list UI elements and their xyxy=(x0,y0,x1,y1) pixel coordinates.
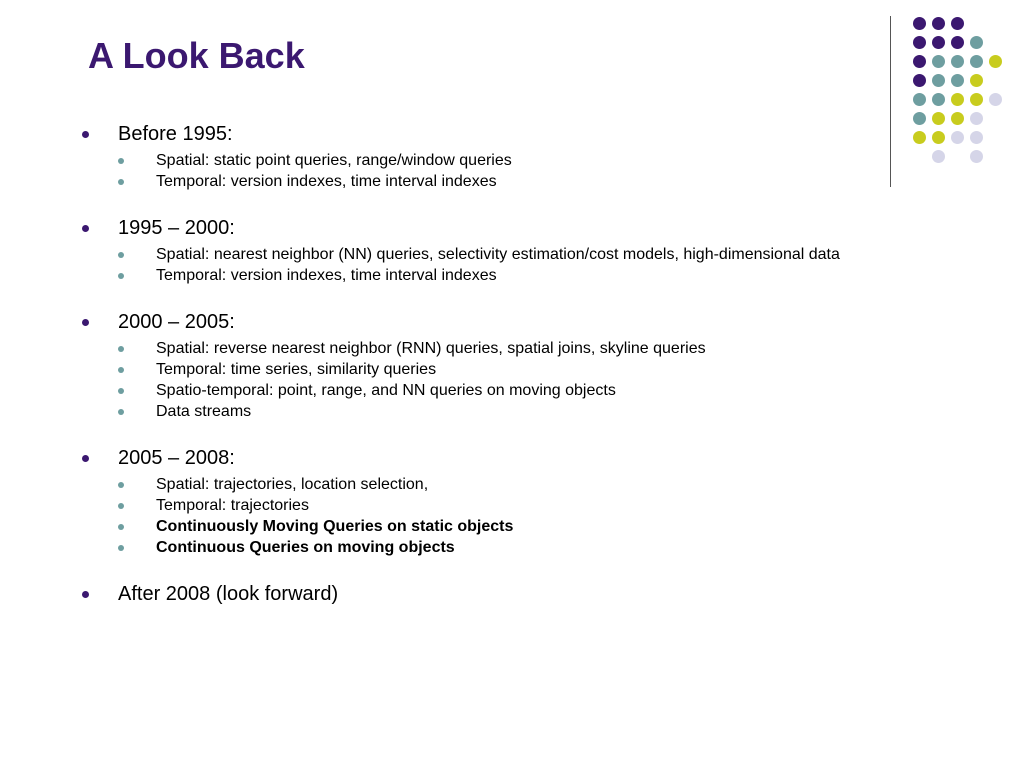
sub-bullet-text: Temporal: version indexes, time interval indexes xyxy=(156,173,497,190)
sub-bullet-icon xyxy=(118,367,124,373)
section-heading: After 2008 (look forward) xyxy=(118,583,339,605)
sub-bullet-icon xyxy=(118,503,124,509)
slide-title: A Look Back xyxy=(88,35,305,76)
sub-bullet-icon xyxy=(118,179,124,185)
section xyxy=(80,443,870,557)
sub-bullet-text: Data streams xyxy=(156,403,252,420)
decorative-dot xyxy=(913,112,926,125)
decorative-dot xyxy=(970,36,983,49)
section xyxy=(80,579,870,609)
decorative-dot xyxy=(913,131,926,144)
section xyxy=(80,119,870,191)
section-heading-item xyxy=(80,579,870,609)
decorative-dot xyxy=(951,17,964,30)
sub-bullet-item xyxy=(80,497,856,515)
decorative-dot xyxy=(951,36,964,49)
section-heading: 2000 – 2005: xyxy=(118,311,235,333)
section xyxy=(80,213,870,285)
decorative-dot xyxy=(932,93,945,106)
sub-bullet-item xyxy=(80,361,856,379)
decorative-dot xyxy=(913,17,926,30)
sub-bullet-text: Spatial: reverse nearest neighbor (RNN) queries, spatial joins, skyline queries xyxy=(156,340,706,357)
decorative-dot xyxy=(913,36,926,49)
section-heading: 2005 – 2008: xyxy=(118,447,235,469)
section-heading-item xyxy=(80,307,870,337)
sub-bullet-icon xyxy=(118,545,124,551)
decorative-dot xyxy=(970,93,983,106)
section-heading-item xyxy=(80,119,870,149)
decorative-dot xyxy=(932,112,945,125)
sub-bullet-icon xyxy=(118,409,124,415)
sub-bullet-text: Spatial: nearest neighbor (NN) queries, selectivity estimation/cost models, high-dimensional data xyxy=(156,246,840,263)
sub-bullet-item xyxy=(80,152,856,170)
sub-bullet-icon xyxy=(118,524,124,530)
section-heading: 1995 – 2000: xyxy=(118,217,235,239)
section-heading-item xyxy=(80,443,870,473)
decorative-dot xyxy=(970,150,983,163)
bullet-icon xyxy=(82,131,89,138)
decorative-dot xyxy=(989,55,1002,68)
sub-bullet-text: Temporal: version indexes, time interval indexes xyxy=(156,267,497,284)
decorative-dot xyxy=(932,131,945,144)
decorative-dot xyxy=(970,74,983,87)
decorative-dot xyxy=(951,55,964,68)
decorative-dot xyxy=(913,74,926,87)
decorative-dot xyxy=(951,131,964,144)
section-heading-item xyxy=(80,213,870,243)
decorative-dot xyxy=(970,131,983,144)
bullet-icon xyxy=(82,225,89,232)
sub-bullet-item xyxy=(80,539,856,557)
sub-bullet-icon xyxy=(118,346,124,352)
decorative-dot xyxy=(932,17,945,30)
sub-bullet-icon xyxy=(118,252,124,258)
decorative-dot xyxy=(913,55,926,68)
section-heading: Before 1995: xyxy=(118,123,233,145)
decorative-dot xyxy=(951,112,964,125)
slide-body xyxy=(80,119,870,631)
decorative-dot xyxy=(932,74,945,87)
sub-bullet-text: Spatial: trajectories, location selection, xyxy=(156,476,429,493)
bullet-icon xyxy=(82,319,89,326)
decorative-dot xyxy=(970,112,983,125)
bullet-icon xyxy=(82,591,89,598)
decorative-dot xyxy=(932,55,945,68)
sub-bullet-icon xyxy=(118,158,124,164)
sub-bullet-item xyxy=(80,267,856,285)
sub-bullet-icon xyxy=(118,388,124,394)
sub-bullet-item xyxy=(80,518,856,536)
sub-bullet-text: Spatio-temporal: point, range, and NN queries on moving objects xyxy=(156,382,616,399)
sub-bullet-item xyxy=(80,173,856,191)
decorative-dot xyxy=(989,93,1002,106)
sub-bullet-item xyxy=(80,476,856,494)
decorative-dot xyxy=(932,150,945,163)
sub-bullet-item xyxy=(80,246,856,264)
sub-bullet-icon xyxy=(118,482,124,488)
sub-bullet-item xyxy=(80,340,856,358)
sub-bullet-text: Continuous Queries on moving objects xyxy=(156,539,455,556)
decorative-dot xyxy=(932,36,945,49)
decorative-dot xyxy=(951,74,964,87)
decorative-dot xyxy=(951,93,964,106)
sub-bullet-item xyxy=(80,382,856,400)
sub-bullet-text: Temporal: trajectories xyxy=(156,497,309,514)
decorative-dot xyxy=(913,93,926,106)
sub-bullet-item xyxy=(80,403,856,421)
decorative-dot xyxy=(970,55,983,68)
sub-bullet-text: Continuously Moving Queries on static objects xyxy=(156,518,514,535)
sub-bullet-text: Temporal: time series, similarity queries xyxy=(156,361,437,378)
sub-bullet-text: Spatial: static point queries, range/window queries xyxy=(156,152,512,169)
sub-bullet-icon xyxy=(118,273,124,279)
bullet-icon xyxy=(82,455,89,462)
section xyxy=(80,307,870,421)
